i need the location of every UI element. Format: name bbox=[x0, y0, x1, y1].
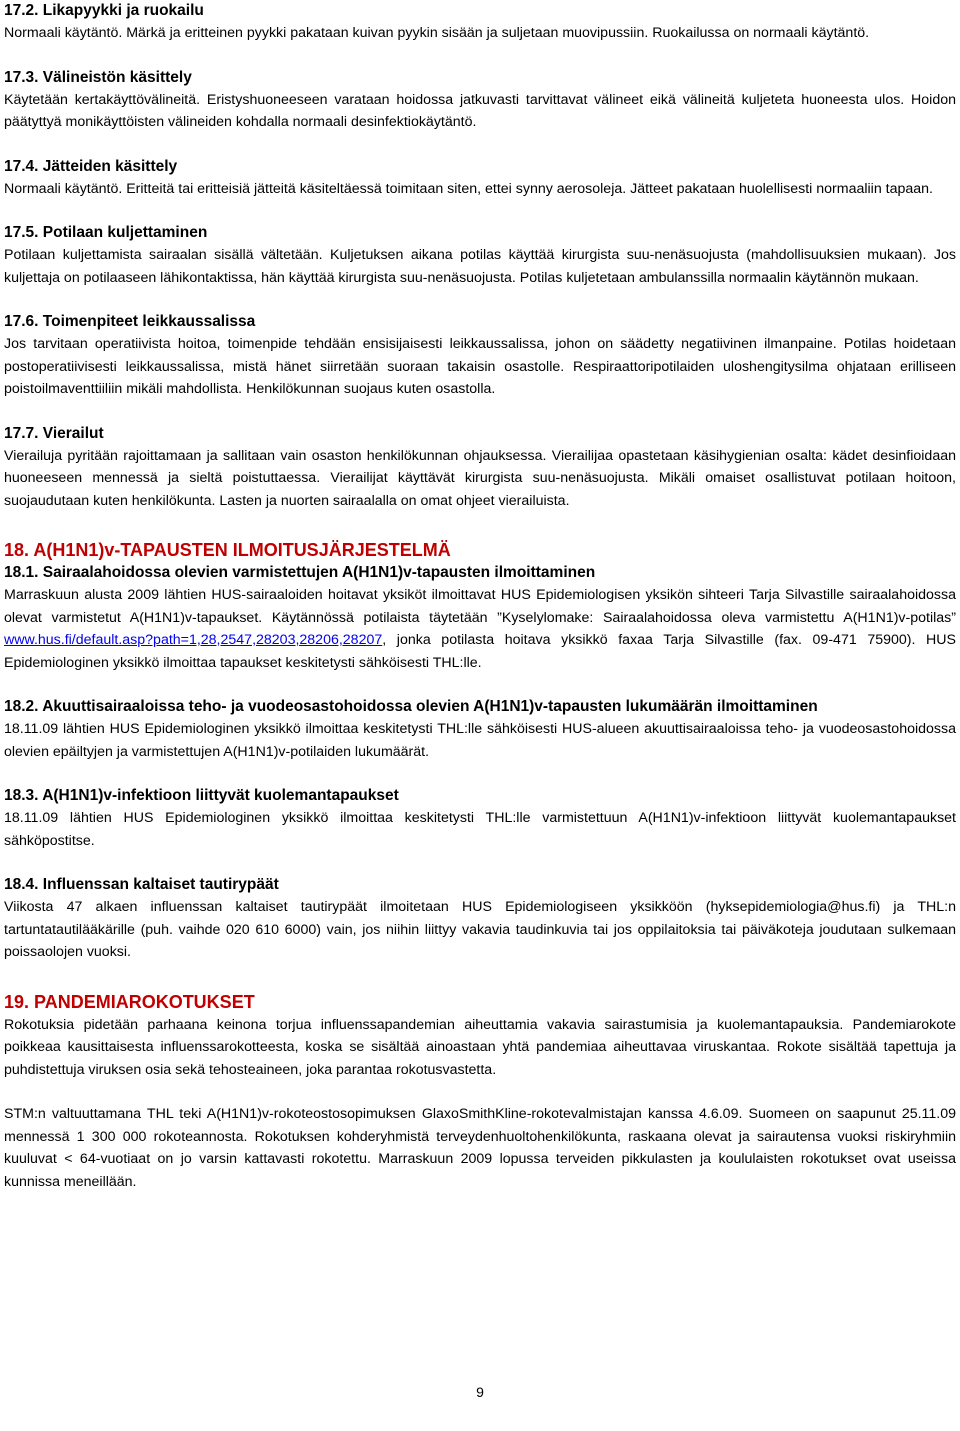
section-18-3 bbox=[4, 785, 956, 852]
section-body: Normaali käytäntö. Märkä ja eritteinen pyykki pakataan kuivan pyykin sisään ja suljetaan muovipussiin. Ruokailussa on normaali käytäntö. bbox=[4, 25, 870, 41]
section-body: Viikosta 47 alkaen influenssan kaltaiset tautirypäät ilmoitetaan HUS Epidemiologiseen yksikköön (hyksepidemiologia@hus.fi) ja THL:n tartuntatautilääkärille (puh. vaihde 020 610 6000) vain, jos niihin liittyy vakavia taudinkuvia tai jos oppilaitoksia tai päiväkoteja joudutaan sulkemaan poissaolojen vuoksi. bbox=[4, 899, 956, 960]
section-body: 18.11.09 lähtien HUS Epidemiologinen yksikkö ilmoittaa keskitetysti THL:lle varmistettuun A(H1N1)v-infektioon liittyvät kuolemantapaukset sähköpostitse. bbox=[4, 810, 956, 849]
section-17-7 bbox=[4, 423, 956, 513]
section-heading: 18.1. Sairaalahoidossa olevien varmistettujen A(H1N1)v-tapausten ilmoittaminen bbox=[4, 564, 596, 581]
section-body: Rokotuksia pidetään parhaana keinona torjua influenssapandemian aiheuttamia vakavia sairastumisia ja kuolemantapauksia. Pandemiarokote poikkeaa kausittaisesta influenssarokotteesta, koska se sisältää ainoastaan yhtä pandemiaa aiheuttavaa viruskantaa. Rokote sisältää tapettuja ja puhdistettuja viruksen osia sekä tehosteaineen, joka parantaa rokotusvastetta. bbox=[4, 1016, 956, 1078]
section-heading: 18.3. A(H1N1)v-infektioon liittyvät kuolemantapaukset bbox=[4, 787, 399, 804]
section-17-4 bbox=[4, 156, 956, 201]
section-17-2 bbox=[4, 0, 956, 45]
section-18-4 bbox=[4, 874, 956, 964]
section-heading: 17.5. Potilaan kuljettaminen bbox=[4, 224, 208, 241]
section-body: Jos tarvitaan operatiivista hoitoa, toimenpide tehdään ensisijaisesti leikkaussalissa, johon on säädetty negatiivinen ilmanpaine. Potilas hoidetaan postoperatiivisesti leikkaussalissa, mistä hänet siirretään suoraan takaisin osastolle. Respiraattoripotilaiden uloshengitysilma ohjataan erilliseen poistoilmaventtiiliin mikäli mahdollista. Henkilökunnan suojaus kuten osastolla. bbox=[4, 336, 956, 397]
section-19 bbox=[4, 990, 956, 1194]
section-body: 18.11.09 lähtien HUS Epidemiologinen yksikkö ilmoittaa keskitetysti THL:lle sähköisesti HUS-alueen akuuttisairaaloissa teho- ja vuodeosastohoidossa olevien epäiltyjen ja varmistettujen A(H1N1)v-potilaiden lukumäärät. bbox=[4, 721, 956, 760]
section-heading: 18.2. Akuuttisairaaloissa teho- ja vuodeosastohoidossa olevien A(H1N1)v-tapausten lukumäärän ilmoittaminen bbox=[4, 698, 818, 715]
section-heading: 18.4. Influenssan kaltaiset tautirypäät bbox=[4, 876, 279, 893]
section-heading: 17.3. Välineistön käsittely bbox=[4, 68, 192, 86]
body-text: Marraskuun alusta 2009 lähtien HUS-sairaaloiden hoitavat yksiköt ilmoittavat HUS Epidemiologisen yksikön sihteeri Tarja Silvastille sairaalahoidossa olevat varmistetut A(H1N1)v-tapaukset. Käytännössä potilaista täytetään ”Kyselylomake: Sairaalahoidossa oleva varmistettu A(H1N1)v-potilas” bbox=[4, 587, 956, 626]
section-body bbox=[4, 584, 956, 674]
chapter-heading-18: 18. A(H1N1)v-TAPAUSTEN ILMOITUSJÄRJESTELMÄ bbox=[4, 540, 451, 560]
section-17-3 bbox=[4, 67, 956, 134]
section-heading: 17.2. Likapyykki ja ruokailu bbox=[4, 2, 204, 19]
section-body: Normaali käytäntö. Eritteitä tai eritteisiä jätteitä käsiteltäessä toimitaan siten, ettei synny aerosoleja. Jätteet pakataan huolellisesti normaaliin tapaan. bbox=[4, 180, 933, 197]
section-heading: 17.7. Vierailut bbox=[4, 424, 104, 442]
body-text: , jonka potilasta hoitava yksikkö faxaa Tarja Silvastille (fax. 09-471 75900). HUS Epidemiologinen yksikkö ilmoittaa tapaukset keskitetysti sähköisesti THL:lle. bbox=[4, 632, 956, 671]
page-number: 9 bbox=[476, 1384, 484, 1400]
section-body: Potilaan kuljettamista sairaalan sisällä vältetään. Kuljetuksen aikana potilas käyttää kirurgista suu-nenäsuojusta (mahdollisuuksien mukaan). Jos kuljettaja on potilaaseen lähikontaktissa, hän käyttää kirurgista suu-nenäsuojusta. Potilas kuljetetaan ambulanssilla normaalin käytännön mukaan. bbox=[4, 247, 956, 286]
questionnaire-link[interactable]: www.hus.fi/default.asp?path=1,28,2547,28203,28206,28207 bbox=[4, 632, 383, 648]
section-18-2 bbox=[4, 696, 956, 763]
section-body: Vierailuja pyritään rajoittamaan ja sallitaan vain osaston henkilökunnan ohjauksessa. Vierailijaa opastetaan käsihygienian osalta: kädet desinfioidaan huoneeseen mennessä ja sieltä poistuttaessa. Vierailijat käyttävät kirurgista suu-nenäsuojusta. Mikäli omaiset osallistuvat potilaan hoitoon, suojaudutaan kuten henkilökunta. Lasten ja nuorten sairaalalla on omat ohjeet vierailuista. bbox=[4, 447, 956, 509]
section-body: Käytetään kertakäyttövälineitä. Eristyshuoneeseen varataan hoidossa jatkuvasti tarvittavat välineet eikä välineitä kuljeteta huoneesta ulos. Hoidon päätyttyä monikäyttöisten välineiden kohdalla normaali desinfektiokäytäntö. bbox=[4, 91, 956, 130]
section-body: STM:n valtuuttamana THL teki A(H1N1)v-rokoteostosopimuksen GlaxoSmithKline-rokotevalmistajan kanssa 4.6.09. Suomeen on saapunut 25.11.09 mennessä 1 300 000 rokoteannosta. Rokotuksen kohderyhmistä terveydenhuoltohenkilökunta, raskaana olevat ja sairautensa vuoksi riskiryhmiin kuuluvat < 64-vuotiaat on jo varsin kattavasti rokotettu. Marraskuun 2009 lopussa terveiden pikkulasten ja koululaisten rokotukset ovat useissa kunnissa meneillään. bbox=[4, 1106, 956, 1190]
section-17-5 bbox=[4, 222, 956, 289]
chapter-heading-19: 19. PANDEMIAROKOTUKSET bbox=[4, 991, 255, 1012]
section-heading: 17.4. Jätteiden käsittely bbox=[4, 157, 178, 175]
section-17-6 bbox=[4, 311, 956, 401]
section-heading: 17.6. Toimenpiteet leikkaussalissa bbox=[4, 313, 256, 330]
section-18-1 bbox=[4, 562, 956, 674]
